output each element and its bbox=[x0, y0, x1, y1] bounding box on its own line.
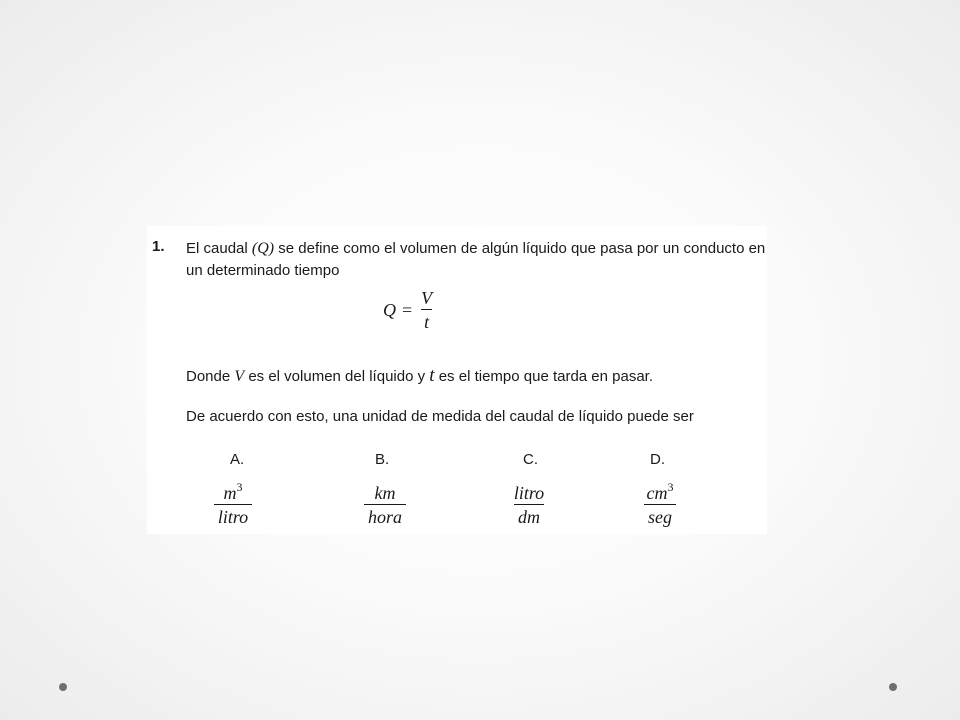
option-a-unit bbox=[188, 480, 278, 527]
option-a-letter: A. bbox=[230, 451, 245, 468]
question-prompt: De acuerdo con esto, una unidad de medida del caudal de líquido puede ser bbox=[186, 408, 694, 425]
intro-text-end: se define como el volumen de algún líquido que pasa por un conducto en un determinado tiempo bbox=[186, 240, 766, 279]
formula-denominator: t bbox=[421, 309, 432, 331]
question-number: 1. bbox=[152, 238, 165, 255]
where-text-1: Donde bbox=[186, 368, 235, 385]
flow-formula bbox=[383, 288, 435, 332]
caudal-symbol: (Q) bbox=[251, 240, 275, 257]
question-intro bbox=[186, 238, 766, 282]
option-b-unit bbox=[340, 483, 430, 526]
option-c-letter: C. bbox=[523, 451, 538, 468]
variable-definition bbox=[186, 365, 766, 388]
formula-equals: = bbox=[402, 299, 413, 320]
option-a-exponent: 3 bbox=[236, 480, 243, 494]
option-c-unit bbox=[484, 483, 574, 526]
slide-corner-dot-right bbox=[889, 683, 897, 691]
intro-text-start: El caudal bbox=[186, 240, 252, 257]
where-text-3: es el tiempo que tarda en pasar. bbox=[434, 368, 654, 385]
formula-fraction bbox=[418, 289, 435, 331]
option-c-denominator: dm bbox=[514, 504, 544, 526]
option-d-numerator: cm bbox=[646, 483, 668, 503]
option-a-denominator: litro bbox=[214, 504, 252, 526]
option-b-letter: B. bbox=[375, 451, 390, 468]
formula-lhs: Q bbox=[383, 299, 396, 320]
option-d-unit bbox=[615, 480, 705, 527]
where-text-2: es el volumen del líquido y bbox=[244, 368, 430, 385]
slide-corner-dot-left bbox=[59, 683, 67, 691]
option-b-denominator: hora bbox=[364, 504, 406, 526]
question-card bbox=[147, 226, 767, 534]
option-d-denominator: seg bbox=[644, 504, 676, 526]
time-symbol: t bbox=[429, 365, 435, 386]
formula-numerator: V bbox=[421, 288, 433, 308]
option-d-letter: D. bbox=[650, 451, 665, 468]
option-a-numerator: m bbox=[223, 483, 237, 503]
option-d-exponent: 3 bbox=[667, 480, 674, 494]
option-c-numerator: litro bbox=[513, 483, 545, 503]
option-b-numerator: km bbox=[374, 483, 396, 503]
volume-symbol: V bbox=[234, 368, 245, 385]
